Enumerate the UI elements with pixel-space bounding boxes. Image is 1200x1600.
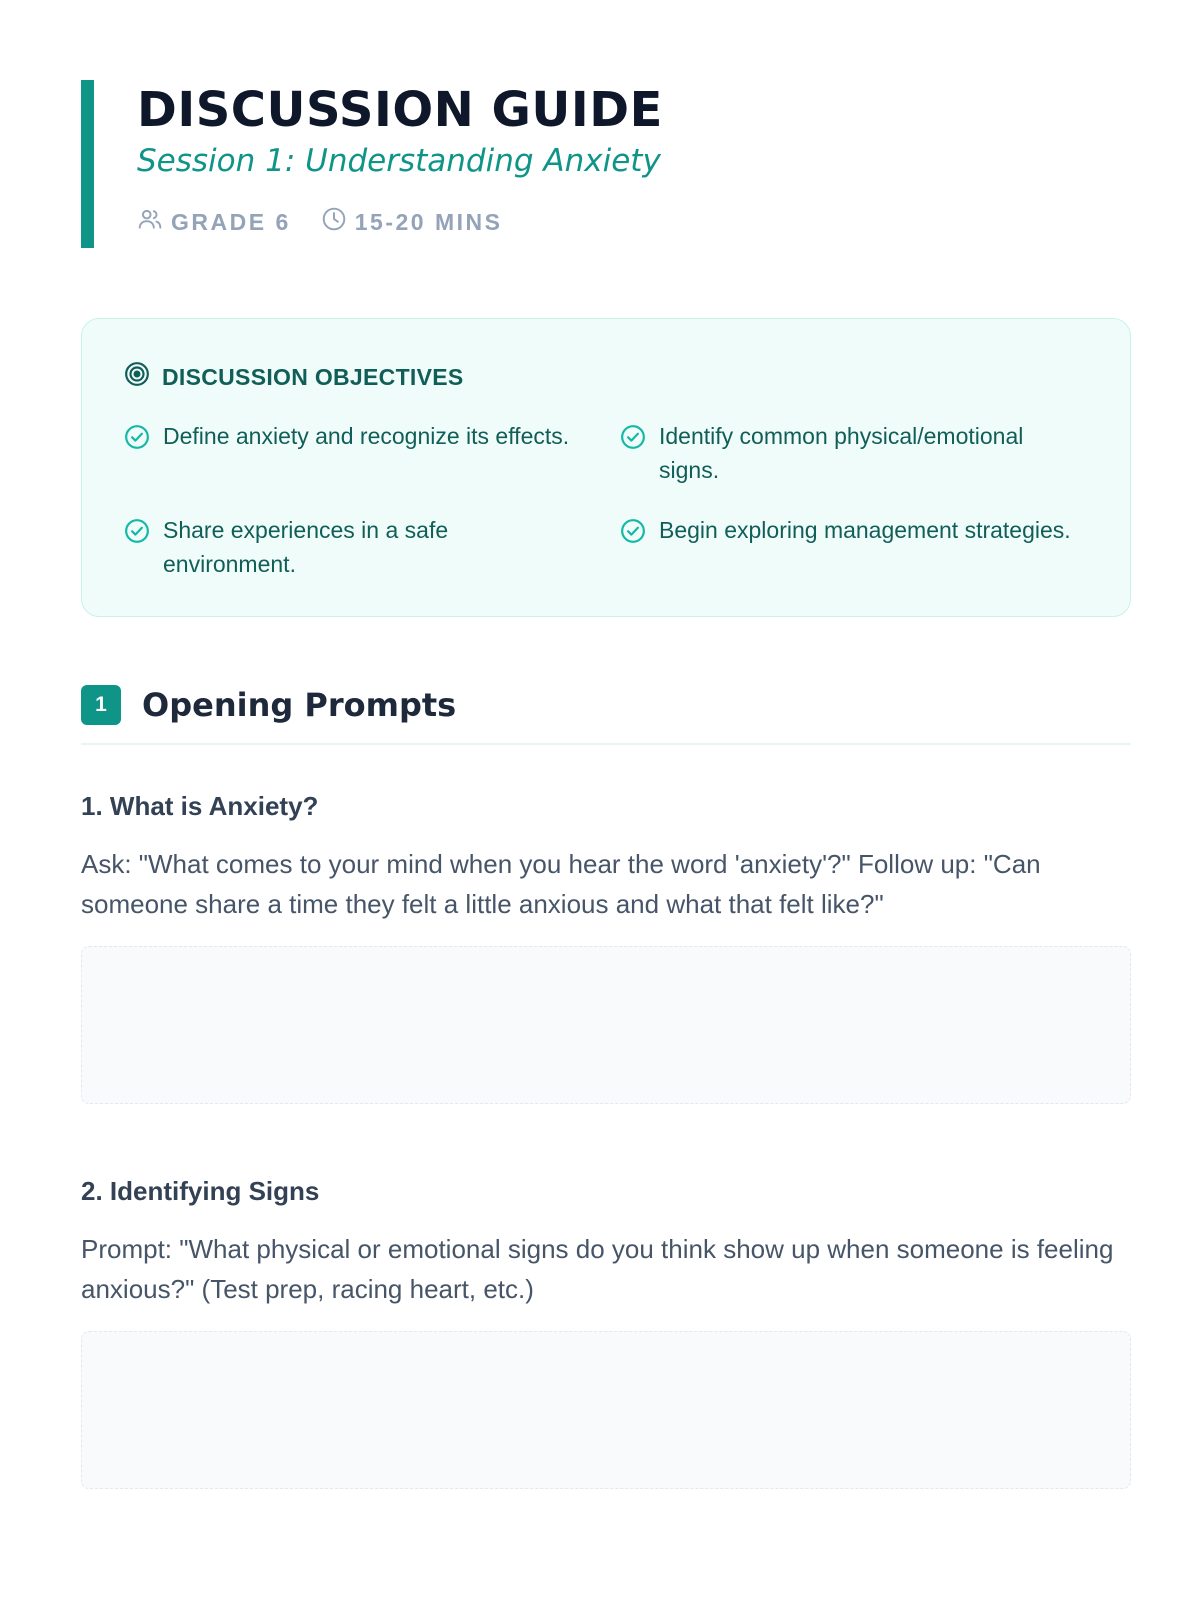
objectives-card xyxy=(81,318,1131,617)
grade-meta xyxy=(137,206,291,238)
section-title: Opening Prompts xyxy=(142,686,457,724)
prompt-block xyxy=(81,791,1131,1104)
check-circle-icon xyxy=(124,419,163,459)
discussion-guide-page xyxy=(81,80,1131,1489)
objective-text: Share experiences in a safe environment. xyxy=(163,517,449,577)
objectives-list xyxy=(124,419,1088,581)
session-subtitle: Session 1: Understanding Anxiety xyxy=(137,143,661,179)
prompt-title: 1. What is Anxiety? xyxy=(81,791,319,821)
objective-item xyxy=(620,419,1116,487)
session-meta xyxy=(137,206,1131,238)
check-circle-icon xyxy=(620,513,659,553)
section-header xyxy=(81,685,1131,745)
header-accent-bar xyxy=(81,80,94,248)
objective-item xyxy=(124,513,620,581)
answer-area[interactable] xyxy=(81,946,1131,1104)
prompt-body: Ask: "What comes to your mind when you hear the word 'anxiety'?" Follow up: "Can someone share a time they felt a little anxious and what that felt like?" xyxy=(81,849,1041,919)
check-circle-icon xyxy=(620,419,659,459)
duration-label: 15-20 MINS xyxy=(354,208,503,235)
prompt-block xyxy=(81,1176,1131,1489)
target-icon xyxy=(124,361,162,393)
page-title: DISCUSSION GUIDE xyxy=(137,82,663,138)
objective-item xyxy=(620,513,1116,581)
objective-text: Begin exploring management strategies. xyxy=(659,517,1071,543)
objectives-title: DISCUSSION OBJECTIVES xyxy=(162,363,464,390)
duration-meta xyxy=(321,206,503,238)
prompt-title: 2. Identifying Signs xyxy=(81,1176,320,1206)
objectives-heading xyxy=(124,361,1088,393)
section-number-badge: 1 xyxy=(81,685,121,725)
grade-label: GRADE 6 xyxy=(171,208,291,235)
objective-text: Define anxiety and recognize its effects. xyxy=(163,423,570,449)
objective-item xyxy=(124,419,620,487)
answer-area[interactable] xyxy=(81,1331,1131,1489)
clock-icon xyxy=(321,206,355,238)
objective-text: Identify common physical/emotional signs. xyxy=(659,423,1024,483)
guide-header xyxy=(81,80,1131,248)
check-circle-icon xyxy=(124,513,163,553)
users-icon xyxy=(137,206,171,238)
prompt-body: Prompt: "What physical or emotional signs do you think show up when someone is feeling anxious?" (Test prep, racing heart, etc.) xyxy=(81,1234,1114,1304)
